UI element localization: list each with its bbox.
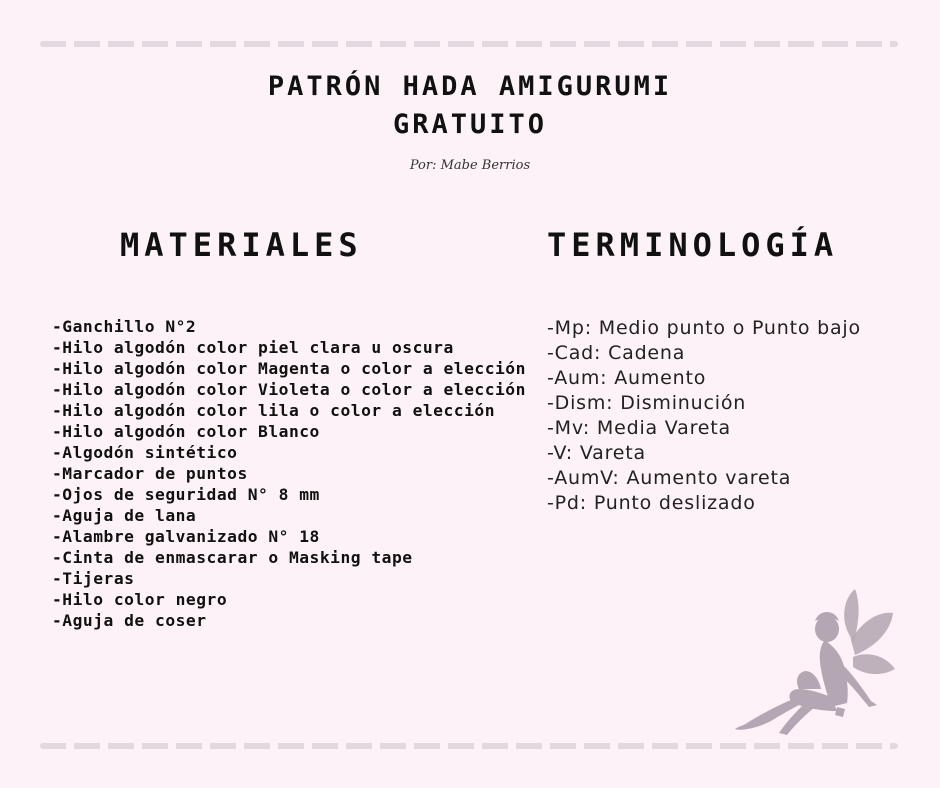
list-item: -Tijeras [52,569,135,588]
list-item: -Alambre galvanizado N° 18 [52,527,320,546]
list-item: -Dism: Disminución [547,392,747,414]
list-item: -Marcador de puntos [52,464,248,483]
list-item: -Ojos de seguridad N° 8 mm [52,485,320,504]
list-item: -Cad: Cadena [547,342,686,364]
materials-list [52,316,526,631]
bottom-dashed-divider [40,743,898,749]
terminologia-heading: TERMINOLOGÍA [547,226,839,264]
list-item: -Aguja de lana [52,506,197,525]
list-item: -Hilo algodón color Blanco [52,422,320,441]
top-dashed-divider [40,41,898,47]
list-item: -Hilo algodón color Magenta o color a elección [52,359,526,378]
materiales-heading: MATERIALES [120,226,363,264]
list-item: -Aum: Aumento [547,367,707,389]
list-item: -AumV: Aumento vareta [547,467,792,489]
list-item: -Aguja de coser [52,611,207,630]
list-item: -Hilo algodón color piel clara u oscura [52,338,454,357]
title-line-1: PATRÓN HADA AMIGURUMI [267,71,673,102]
author-credit: Por: Mabe Berrios [409,158,531,173]
list-item: -Hilo algodón color Violeta o color a elección [52,380,526,399]
list-item: -V: Vareta [547,442,646,464]
list-item: -Cinta de enmascarar o Masking tape [52,548,413,567]
list-item: -Algodón sintético [52,443,238,462]
title-line-2: GRATUITO [392,109,548,140]
list-item: -Pd: Punto deslizado [547,492,756,514]
list-item: -Mv: Media Vareta [547,417,731,439]
fairy-silhouette-icon [735,585,900,745]
list-item: -Hilo color negro [52,590,228,609]
list-item: -Hilo algodón color lila o color a elección [52,401,495,420]
terminology-list [547,316,861,516]
list-item: -Mp: Medio punto o Punto bajo [547,317,861,339]
list-item: -Ganchillo N°2 [52,317,197,336]
